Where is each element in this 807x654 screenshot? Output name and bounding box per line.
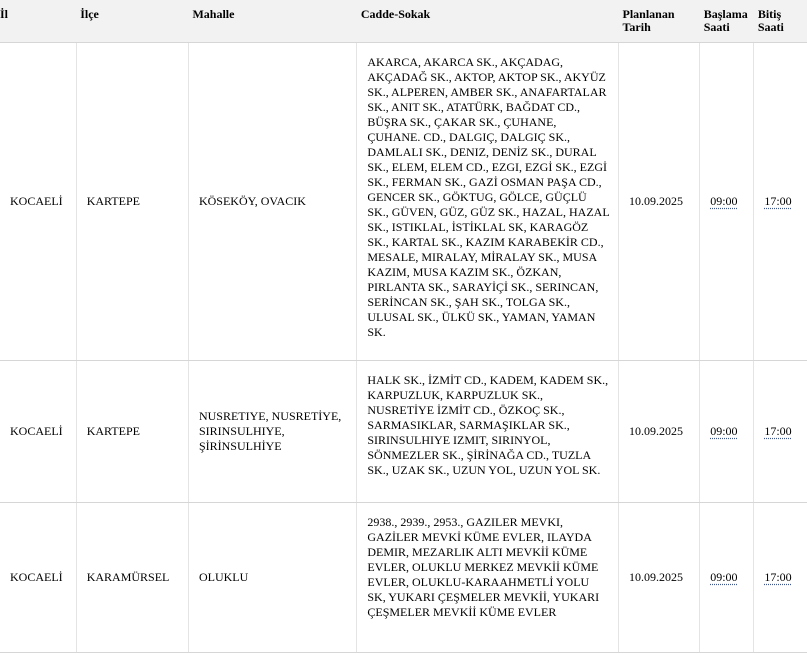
cell-ilce: KARTEPE (76, 43, 188, 361)
start-time: 09:00 (710, 570, 738, 584)
table-row (0, 43, 807, 361)
cell-cadde-sokak: AKARCA, AKARCA SK., AKÇADAG, AKÇADAĞ SK., AKTOP, AKTOP SK., AKYÜZ SK., ALPEREN, AMBER SK., ANAFARTALAR SK., ANIT SK., ATATÜRK, BAĞDAT CD., BÜŞRA SK., ÇAKAR SK., ÇUHANE, ÇUHANE. CD., DALGIÇ, DALGIÇ SK., DAMLALI SK., DENIZ, DENİZ SK., DURAL SK., ELEM, ELEM CD., EZGI, EZGİ SK., EZGİ SK., FERMAN SK., GAZİ OSMAN PAŞA CD., GENCER SK., GÖKTUG, GÖLCE, GÜÇLÜ SK., GÜVEN, GÜZ, GÜZ SK., HAZAL, HAZAL SK., ISTIKLAL, İSTİKLAL SK, KARAGÖZ SK., KARTAL SK., KAZIM KARABEKİR CD., MESALE, MIRALAY, MİRALAY SK., MUSA KAZIM, MUSA KAZIM SK., ÖZKAN, PIRLANTA SK., SARAYİÇİ SK., SERINCAN, SERİNCAN SK., ŞAH SK., TOLGA SK., ULUSAL SK., ÜLKÜ SK., YAMAN, YAMAN SK. (357, 43, 619, 361)
table-row (0, 503, 807, 653)
table-row (0, 361, 807, 503)
cell-baslama (700, 503, 754, 653)
header-cadde-sokak: Cadde-Sokak (357, 0, 619, 43)
cell-ilce: KARAMÜRSEL (76, 503, 188, 653)
cell-mahalle: KÖSEKÖY, OVACIK (188, 43, 356, 361)
cell-il: KOCAELİ (0, 43, 76, 361)
header-bitis-saati: Bitiş Saati (754, 0, 807, 43)
cell-bitis (754, 503, 807, 653)
start-time: 09:00 (710, 424, 738, 438)
cell-il: KOCAELİ (0, 361, 76, 503)
end-time: 17:00 (764, 424, 792, 438)
cell-ilce: KARTEPE (76, 361, 188, 503)
cell-tarih: 10.09.2025 (619, 361, 700, 503)
header-baslama-saati: Başlama Saati (700, 0, 754, 43)
table-header-row (0, 0, 807, 43)
end-time: 17:00 (764, 570, 792, 584)
cell-baslama (700, 361, 754, 503)
cell-cadde-sokak: 2938., 2939., 2953., GAZILER MEVKI, GAZİLER MEVKİ KÜME EVLER, ILAYDA DEMIR, MEZARLIK ALTI MEVKİİ KÜME EVLER, OLUKLU MERKEZ MEVKİİ KÜME EVLER, OLUKLU-KARAAHMETLİ YOLU SK, YUKARI ÇEŞMELER MEVKİİ, YUKARI ÇEŞMELER MEVKİİ KÜME EVLER (357, 503, 619, 653)
cell-tarih: 10.09.2025 (619, 503, 700, 653)
cell-mahalle: OLUKLU (188, 503, 356, 653)
header-planlanan-tarih: Planlanan Tarih (619, 0, 700, 43)
cell-tarih: 10.09.2025 (619, 43, 700, 361)
end-time: 17:00 (764, 194, 792, 208)
start-time: 09:00 (710, 194, 738, 208)
header-ilce: İlçe (76, 0, 188, 43)
cell-cadde-sokak: HALK SK., İZMİT CD., KADEM, KADEM SK., KARPUZLUK, KARPUZLUK SK., NUSRETİYE İZMİT CD., ÖZKOÇ SK., SARMASIKLAR, SARMAŞIKLAR SK., SIRINSULHIYE IZMIT, SIRINYOL, SÖNMEZLER SK., ŞİRİNAĞA CD., TUZLA SK., UZAK SK., UZUN YOL, UZUN YOL SK. (357, 361, 619, 503)
cell-bitis (754, 43, 807, 361)
cell-baslama (700, 43, 754, 361)
cell-bitis (754, 361, 807, 503)
header-mahalle: Mahalle (188, 0, 356, 43)
header-il: İl (0, 0, 76, 43)
cell-il: KOCAELİ (0, 503, 76, 653)
cell-mahalle: NUSRETIYE, NUSRETİYE, SIRINSULHIYE, ŞİRİNSULHİYE (188, 361, 356, 503)
